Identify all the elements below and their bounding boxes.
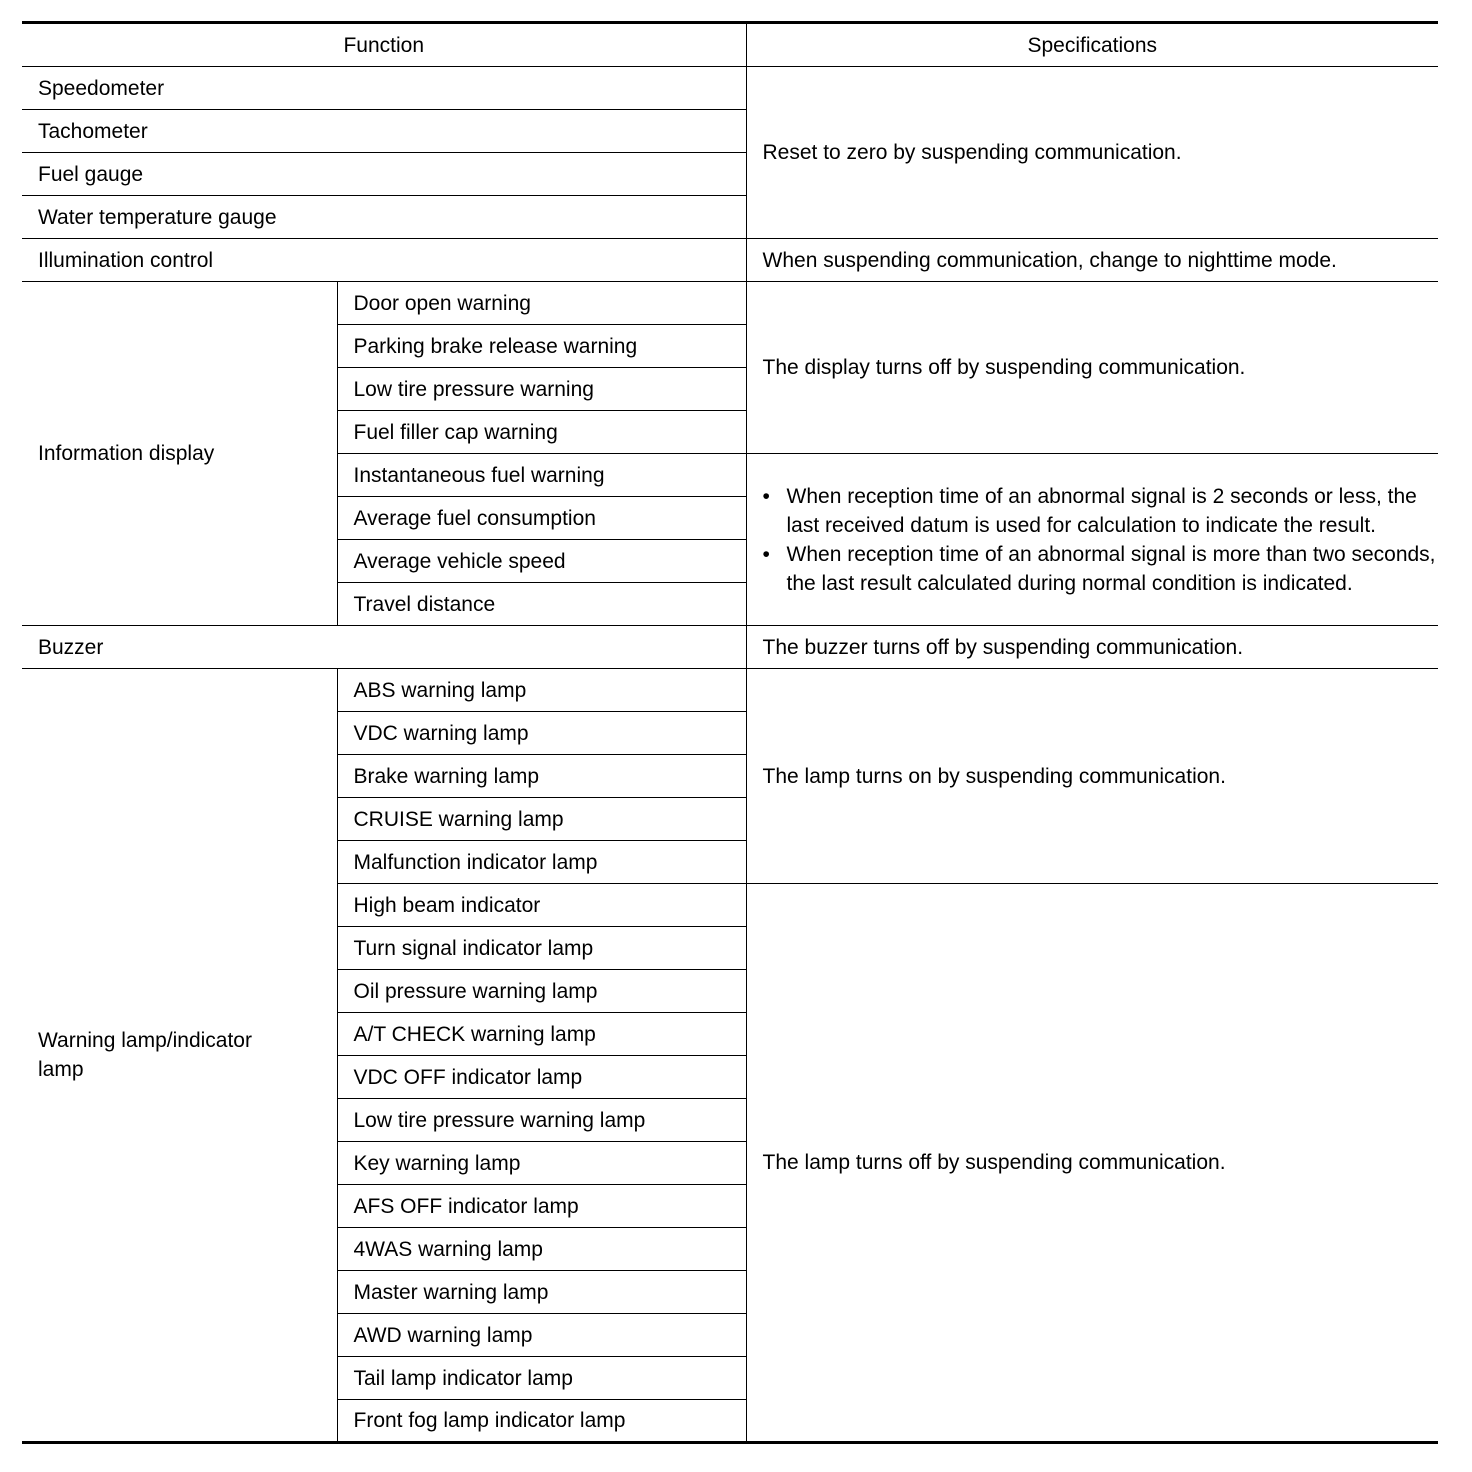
instantaneous-fuel-warning-cell: Instantaneous fuel warning [337,454,746,497]
specifications-header: Specifications [746,23,1438,67]
fail-safe-spec-table [22,21,1438,1444]
awd-warning-lamp-cell: AWD warning lamp [337,1314,746,1357]
buzzer-cell: Buzzer [22,626,746,669]
front-fog-lamp-indicator-lamp-cell: Front fog lamp indicator lamp [337,1400,746,1443]
calculation-spec-cell [746,454,1438,626]
cruise-warning-lamp-cell: CRUISE warning lamp [337,798,746,841]
door-open-warning-cell: Door open warning [337,282,746,325]
tachometer-cell: Tachometer [22,110,746,153]
table-row [22,239,1438,282]
master-warning-lamp-cell: Master warning lamp [337,1271,746,1314]
information-display-spec-cell: The display turns off by suspending communication. [746,282,1438,454]
abs-warning-lamp-cell: ABS warning lamp [337,669,746,712]
speedometer-cell: Speedometer [22,67,746,110]
4was-warning-lamp-cell: 4WAS warning lamp [337,1228,746,1271]
at-check-warning-lamp-cell: A/T CHECK warning lamp [337,1013,746,1056]
low-tire-pressure-warning-cell: Low tire pressure warning [337,368,746,411]
high-beam-indicator-cell: High beam indicator [337,884,746,927]
list-item: • When reception time of an abnormal signal is 2 seconds or less, the last received datum is used for calculation to indicate the result. [763,482,1439,540]
oil-pressure-warning-lamp-cell: Oil pressure warning lamp [337,970,746,1013]
average-vehicle-speed-cell: Average vehicle speed [337,540,746,583]
lamp-on-spec-cell: The lamp turns on by suspending communication. [746,669,1438,884]
vdc-warning-lamp-cell: VDC warning lamp [337,712,746,755]
parking-brake-release-warning-cell: Parking brake release warning [337,325,746,368]
water-temperature-gauge-cell: Water temperature gauge [22,196,746,239]
fuel-filler-cap-warning-cell: Fuel filler cap warning [337,411,746,454]
illumination-control-cell: Illumination control [22,239,746,282]
table-header-row [22,23,1438,67]
malfunction-indicator-lamp-cell: Malfunction indicator lamp [337,841,746,884]
travel-distance-cell: Travel distance [337,583,746,626]
table-row [22,669,1438,712]
lamp-off-spec-cell: The lamp turns off by suspending communication. [746,884,1438,1443]
illumination-spec-cell: When suspending communication, change to nighttime mode. [746,239,1438,282]
vdc-off-indicator-lamp-cell: VDC OFF indicator lamp [337,1056,746,1099]
gauges-spec-cell: Reset to zero by suspending communication. [746,67,1438,239]
table-row [22,626,1438,669]
buzzer-spec-cell: The buzzer turns off by suspending communication. [746,626,1438,669]
turn-signal-indicator-lamp-cell: Turn signal indicator lamp [337,927,746,970]
fuel-gauge-cell: Fuel gauge [22,153,746,196]
table-row [22,282,1438,325]
tail-lamp-indicator-lamp-cell: Tail lamp indicator lamp [337,1357,746,1400]
information-display-cell: Information display [22,282,337,626]
key-warning-lamp-cell: Key warning lamp [337,1142,746,1185]
list-item: • When reception time of an abnormal signal is more than two seconds, the last result calculated during normal condition is indicated. [763,540,1439,598]
warning-lamp-indicator-lamp-cell: Warning lamp/indicator lamp [22,669,337,1443]
low-tire-pressure-warning-lamp-cell: Low tire pressure warning lamp [337,1099,746,1142]
brake-warning-lamp-cell: Brake warning lamp [337,755,746,798]
table-row [22,67,1438,110]
function-header: Function [22,23,746,67]
calculation-spec-list [763,482,1439,598]
afs-off-indicator-lamp-cell: AFS OFF indicator lamp [337,1185,746,1228]
average-fuel-consumption-cell: Average fuel consumption [337,497,746,540]
